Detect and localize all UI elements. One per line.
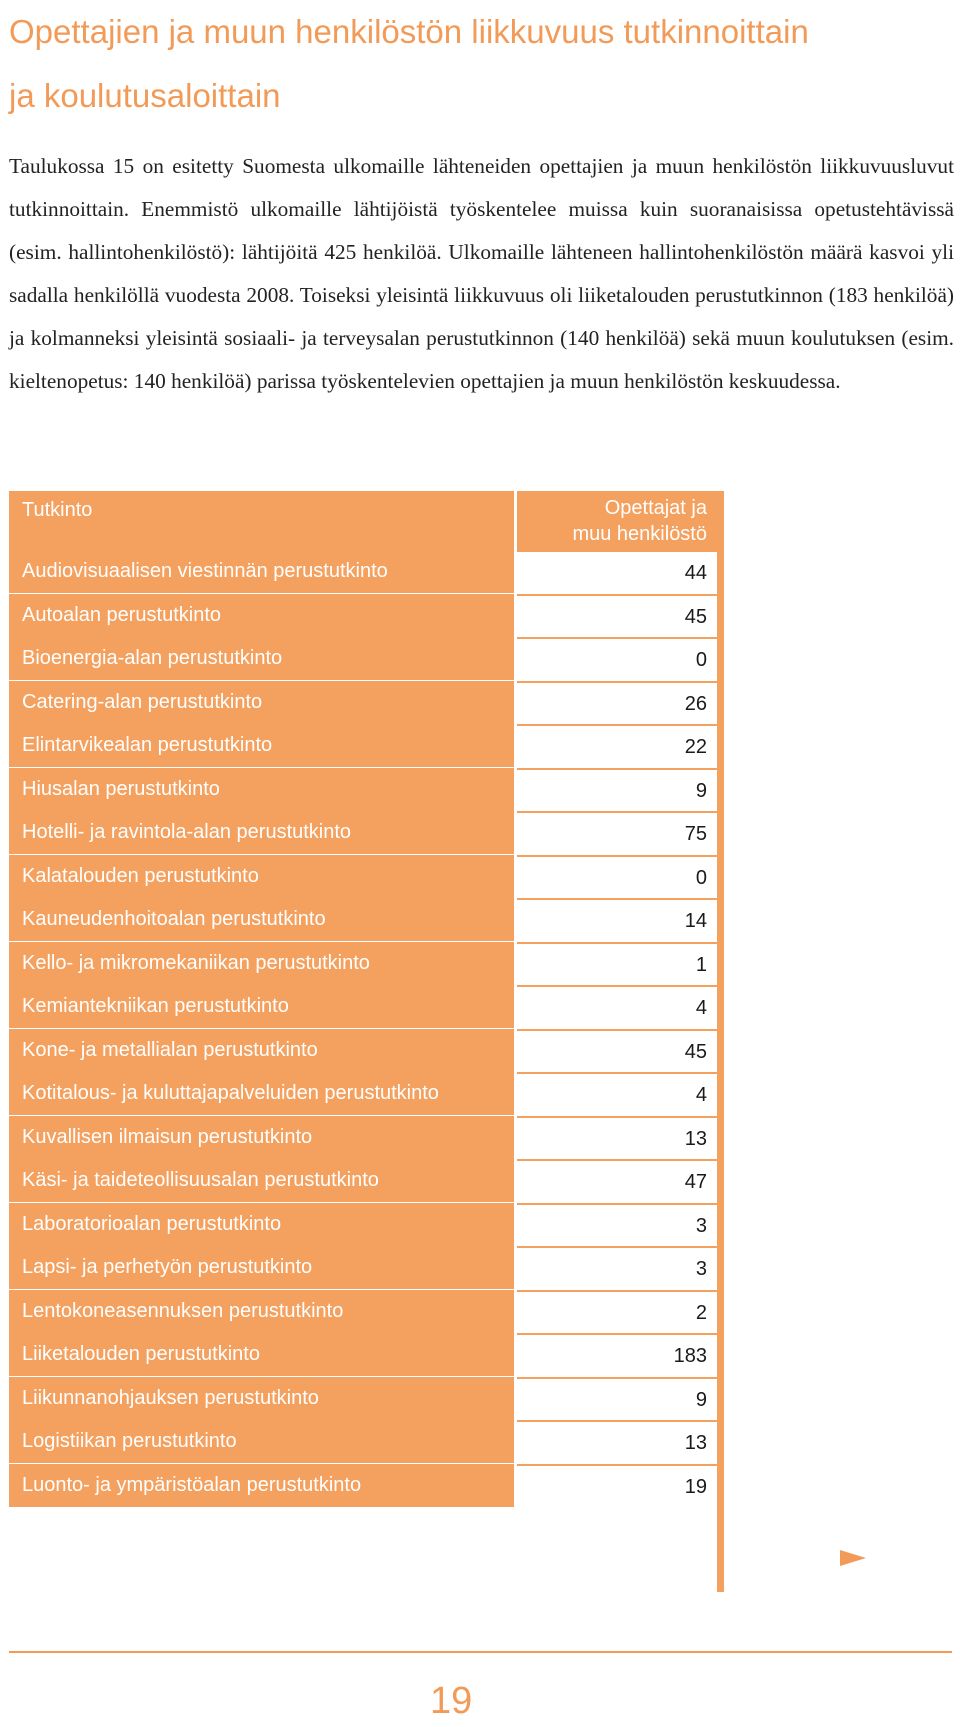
row-staff-count: 4 <box>517 985 717 1028</box>
header-col-staff-line1: Opettajat ja <box>604 497 707 519</box>
row-staff-count: 45 <box>517 594 717 637</box>
table-row <box>9 855 724 898</box>
table-row <box>9 637 724 680</box>
row-staff-count: 44 <box>517 550 717 593</box>
table-row <box>9 1159 724 1202</box>
table-row <box>9 1246 724 1289</box>
row-staff-count: 3 <box>517 1203 717 1246</box>
table-row <box>9 768 724 811</box>
row-staff-count: 75 <box>517 811 717 854</box>
row-tutkinto-name: Hiusalan perustutkinto <box>9 768 514 811</box>
table-row <box>9 1420 724 1463</box>
arrow-right-icon <box>840 1550 866 1566</box>
table-row <box>9 550 724 593</box>
table-row <box>9 1203 724 1246</box>
row-tutkinto-name: Lentokoneasennuksen perustutkinto <box>9 1290 514 1333</box>
header-col-staff-line2: muu henkilöstö <box>572 523 707 545</box>
table-row <box>9 681 724 724</box>
row-tutkinto-name: Elintarvikealan perustutkinto <box>9 724 514 767</box>
row-tutkinto-name: Catering-alan perustutkinto <box>9 681 514 724</box>
row-tutkinto-name: Kone- ja metallialan perustutkinto <box>9 1029 514 1072</box>
row-staff-count: 0 <box>517 637 717 680</box>
row-staff-count: 0 <box>517 855 717 898</box>
row-staff-count: 9 <box>517 768 717 811</box>
table <box>9 491 724 1592</box>
heading-line-2: ja koulutusaloittain <box>9 77 281 114</box>
row-tutkinto-name: Kello- ja mikromekaniikan perustutkinto <box>9 942 514 985</box>
row-tutkinto-name: Liikunnanohjauksen perustutkinto <box>9 1377 514 1420</box>
row-staff-count: 22 <box>517 724 717 767</box>
table-row <box>9 594 724 637</box>
row-tutkinto-name: Lapsi- ja perhetyön perustutkinto <box>9 1246 514 1289</box>
table-row <box>9 1116 724 1159</box>
table-row <box>9 1290 724 1333</box>
table-right-border <box>717 491 724 1592</box>
header-col-staff <box>517 491 724 550</box>
row-tutkinto-name: Kemiantekniikan perustutkinto <box>9 985 514 1028</box>
row-staff-count: 14 <box>517 898 717 941</box>
row-tutkinto-name: Hotelli- ja ravintola-alan perustutkinto <box>9 811 514 854</box>
row-tutkinto-name: Laboratorioalan perustutkinto <box>9 1203 514 1246</box>
row-tutkinto-name: Kauneudenhoitoalan perustutkinto <box>9 898 514 941</box>
row-tutkinto-name: Logistiikan perustutkinto <box>9 1420 514 1463</box>
row-tutkinto-name: Liiketalouden perustutkinto <box>9 1333 514 1376</box>
page-heading <box>9 0 909 128</box>
row-tutkinto-name: Audiovisuaalisen viestinnän perustutkinto <box>9 550 514 593</box>
row-tutkinto-name: Kotitalous- ja kuluttajapalveluiden perustutkinto <box>9 1072 514 1115</box>
row-staff-count: 47 <box>517 1159 717 1202</box>
table-row <box>9 811 724 854</box>
table-row <box>9 942 724 985</box>
table-row <box>9 724 724 767</box>
heading-line-1: Opettajien ja muun henkilöstön liikkuvuus tutkinnoittain <box>9 13 809 50</box>
table-row <box>9 1377 724 1420</box>
table-row <box>9 1029 724 1072</box>
page-number: 19 <box>430 1680 473 1722</box>
row-staff-count: 3 <box>517 1246 717 1289</box>
row-staff-count: 2 <box>517 1290 717 1333</box>
intro-paragraph: Taulukossa 15 on esitetty Suomesta ulkomaille lähteneiden opettajien ja muun henkilöstön liikkuvuusluvut tutkinnoittain. Enemmistö ulkomaille lähtijöistä työskentelee muissa kuin suoranaisissa opetustehtävissä (esim. hallintohenkilöstö): lähtijöitä 425 henkilöä. Ulkomaille lähteneen hallintohenkilöstön määrä kasvoi yli sadalla henkilöllä vuodesta 2008. Toiseksi yleisintä liikkuvuus oli liiketalouden perustutkinnon (183 henkilöä) ja kolmanneksi yleisintä sosiaali- ja terveysalan perustutkinnon (140 henkilöä) sekä muun koulutuksen (esim. kieltenopetus: 140 henkilöä) parissa työskentelevien opettajien ja muun henkilöstön keskuudessa. <box>9 154 954 393</box>
header-col-tutkinto: Tutkinto <box>9 491 514 550</box>
row-staff-count: 45 <box>517 1029 717 1072</box>
table-row <box>9 1333 724 1376</box>
table-row <box>9 898 724 941</box>
row-staff-count: 13 <box>517 1420 717 1463</box>
row-staff-count: 4 <box>517 1072 717 1115</box>
row-tutkinto-name: Kalatalouden perustutkinto <box>9 855 514 898</box>
table-row <box>9 1072 724 1115</box>
row-staff-count: 9 <box>517 1377 717 1420</box>
row-staff-count: 13 <box>517 1116 717 1159</box>
table-header <box>9 491 724 550</box>
row-tutkinto-name: Käsi- ja taideteollisuusalan perustutkinto <box>9 1159 514 1202</box>
row-staff-count: 26 <box>517 681 717 724</box>
row-tutkinto-name: Autoalan perustutkinto <box>9 594 514 637</box>
row-staff-count: 1 <box>517 942 717 985</box>
row-staff-count: 183 <box>517 1333 717 1376</box>
table-row <box>9 1464 724 1507</box>
row-tutkinto-name: Bioenergia-alan perustutkinto <box>9 637 514 680</box>
footer-rule <box>9 1651 952 1653</box>
row-tutkinto-name: Kuvallisen ilmaisun perustutkinto <box>9 1116 514 1159</box>
row-tutkinto-name: Luonto- ja ympäristöalan perustutkinto <box>9 1464 514 1507</box>
row-staff-count: 19 <box>517 1464 717 1507</box>
table-row <box>9 985 724 1028</box>
